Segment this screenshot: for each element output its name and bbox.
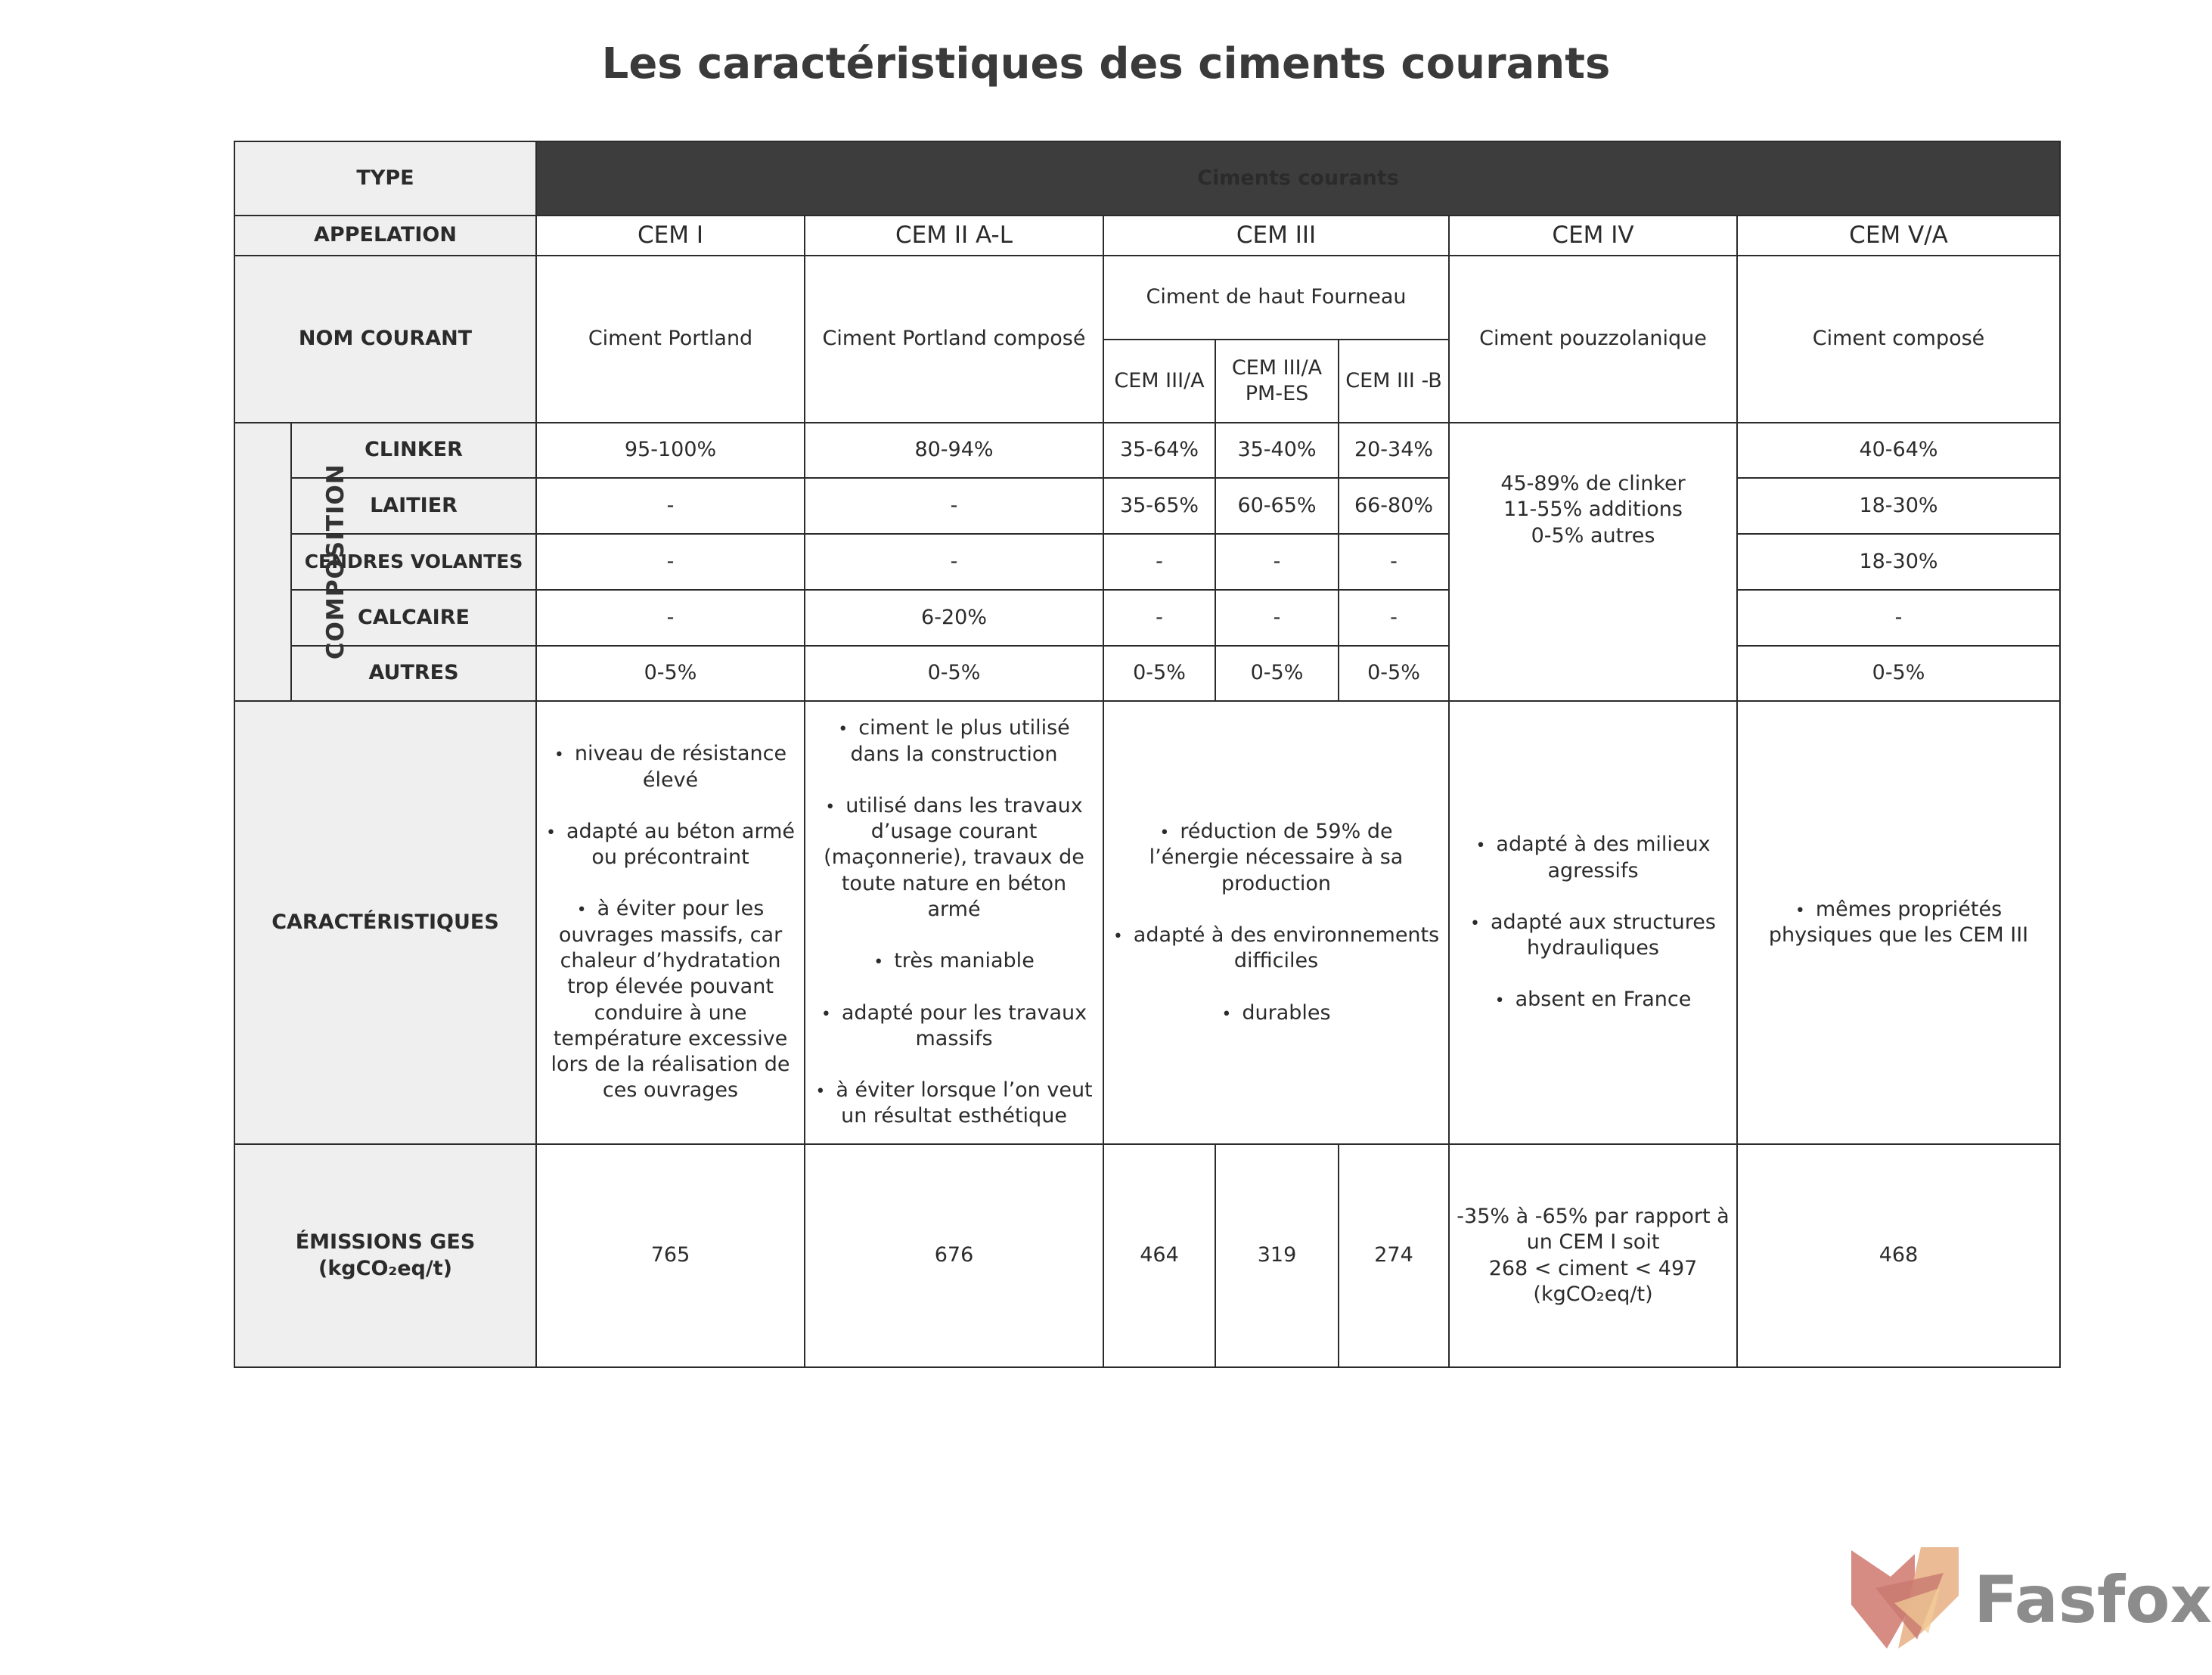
- list-item: • absent en France: [1457, 987, 1729, 1013]
- cendres-cem1: -: [536, 534, 805, 590]
- composition-label: COMPOSITION: [321, 464, 349, 660]
- laitier-row: [234, 478, 2060, 534]
- emissions-label-line2: (kgCO₂eq/t): [318, 1256, 452, 1280]
- cendres-cem2: -: [805, 534, 1103, 590]
- clinker-cem3b: 20-34%: [1339, 423, 1449, 478]
- appelation-cem5: CEM V/A: [1737, 216, 2060, 256]
- nom-cem2: Ciment Portland composé: [805, 256, 1103, 423]
- group-header: Ciments courants: [536, 141, 2060, 216]
- cendres-cem5: 18-30%: [1737, 534, 2060, 590]
- clinker-row: [234, 423, 2060, 478]
- cendres-label: CENDRES VOLANTES: [291, 534, 536, 590]
- caracteristiques-cem4-list: [1453, 832, 1733, 1013]
- autres-cem3pm: 0-5%: [1215, 646, 1339, 701]
- page-title: Les caractéristiques des ciments courants: [601, 39, 1611, 88]
- emissions-row: [234, 1144, 2060, 1367]
- calcaire-row: [234, 590, 2060, 646]
- autres-cem3a: 0-5%: [1103, 646, 1215, 701]
- cendres-cem3a: -: [1103, 534, 1215, 590]
- header-row: [234, 141, 2060, 216]
- emissions-cem5: 468: [1737, 1144, 2060, 1367]
- emissions-cem4: [1449, 1144, 1737, 1367]
- list-item: • durables: [1112, 1000, 1441, 1026]
- caracteristiques-cem1-list: [540, 741, 801, 1103]
- emissions-label: [234, 1144, 536, 1367]
- emissions-label-line1: ÉMISSIONS GES: [295, 1230, 476, 1255]
- brand-name: Fasfox: [1974, 1562, 2212, 1638]
- composition-cem4-line2: 11-55% additions: [1503, 498, 1683, 522]
- calcaire-cem3b: -: [1339, 590, 1449, 646]
- caracteristiques-cem1: [536, 701, 805, 1144]
- emissions-cem4-line1: -35% à -65% par rapport à: [1457, 1204, 1730, 1228]
- laitier-cem5: 18-30%: [1737, 478, 2060, 534]
- list-item: • très maniable: [813, 948, 1095, 974]
- autres-cem5: 0-5%: [1737, 646, 2060, 701]
- list-item: • adapté au béton armé ou précontraint: [544, 819, 796, 871]
- nom-cem1: Ciment Portland: [536, 256, 805, 423]
- appelation-cem3: CEM III: [1103, 216, 1449, 256]
- calcaire-cem3pm: -: [1215, 590, 1339, 646]
- clinker-cem2: 80-94%: [805, 423, 1103, 478]
- appelation-cem4: CEM IV: [1449, 216, 1737, 256]
- composition-cem4: [1449, 423, 1737, 701]
- caracteristiques-cem3: [1103, 701, 1449, 1144]
- calcaire-cem5: -: [1737, 590, 2060, 646]
- list-item: • réduction de 59% de l’énergie nécessaire à sa production: [1112, 819, 1441, 897]
- composition-cem4-line1: 45-89% de clinker: [1500, 472, 1686, 495]
- autres-row: [234, 646, 2060, 701]
- list-item: • à éviter lorsque l’on veut un résultat esthétique: [813, 1078, 1095, 1130]
- cendres-cem3pm: -: [1215, 534, 1339, 590]
- cendres-cem3b: -: [1339, 534, 1449, 590]
- nom-cem3: Ciment de haut Fourneau: [1103, 256, 1449, 340]
- emissions-cem3pm: 319: [1215, 1144, 1339, 1367]
- nom-cem3pm-line2: PM-ES: [1245, 382, 1309, 405]
- composition-label-cell: [234, 423, 349, 701]
- nom-cem3pm: [1215, 340, 1339, 423]
- cement-table: [234, 141, 2061, 1368]
- nom-cem3b: CEM III -B: [1339, 340, 1449, 423]
- appelation-row: [234, 216, 2060, 256]
- nom-cem3pm-line1: CEM III/A: [1231, 355, 1323, 380]
- list-item: • mêmes propriétés physiques que les CEM III: [1745, 897, 2052, 949]
- list-item: • adapté pour les travaux massifs: [813, 1000, 1095, 1053]
- list-item: • ciment le plus utilisé dans la construction: [813, 715, 1095, 768]
- list-item: • utilisé dans les travaux d’usage courant (maçonnerie), travaux de toute nature en béton armé: [813, 793, 1095, 923]
- emissions-cem4-line4: (kgCO₂eq/t): [1533, 1282, 1653, 1306]
- caracteristiques-cem5-list: [1741, 897, 2056, 949]
- laitier-cem3pm: 60-65%: [1215, 478, 1339, 534]
- list-item: • adapté aux structures hydrauliques: [1457, 910, 1729, 962]
- appelation-cem1: CEM I: [536, 216, 805, 256]
- calcaire-label: CALCAIRE: [291, 590, 536, 646]
- appelation-label: APPELATION: [234, 216, 536, 256]
- autres-cem2: 0-5%: [805, 646, 1103, 701]
- calcaire-cem3a: -: [1103, 590, 1215, 646]
- calcaire-cem2: 6-20%: [805, 590, 1103, 646]
- caracteristiques-cem4: [1449, 701, 1737, 1144]
- composition-cem4-line3: 0-5% autres: [1531, 523, 1655, 547]
- nom-courant-row: [234, 256, 2060, 340]
- type-header: TYPE: [234, 141, 536, 216]
- list-item: • adapté à des milieux agressifs: [1457, 832, 1729, 884]
- emissions-cem4-line3: 268 < ciment < 497: [1488, 1256, 1698, 1280]
- autres-cem1: 0-5%: [536, 646, 805, 701]
- emissions-cem3b: 274: [1339, 1144, 1449, 1367]
- clinker-cem5: 40-64%: [1737, 423, 2060, 478]
- nom-courant-label: NOM COURANT: [234, 256, 536, 423]
- list-item: • à éviter pour les ouvrages massifs, car chaleur d’hydratation trop élevée pouvant conduire à une température excessive lors de la réalisation de ces ouvrages: [544, 896, 796, 1103]
- nom-cem3a: CEM III/A: [1103, 340, 1215, 423]
- cendres-row: [234, 534, 2060, 590]
- caracteristiques-cem3-list: [1107, 819, 1445, 1026]
- nom-cem4: Ciment pouzzolanique: [1449, 256, 1737, 423]
- caracteristiques-cem2: [805, 701, 1103, 1144]
- calcaire-cem1: -: [536, 590, 805, 646]
- clinker-cem3pm: 35-40%: [1215, 423, 1339, 478]
- caracteristiques-cem2-list: [808, 715, 1100, 1129]
- laitier-cem3b: 66-80%: [1339, 478, 1449, 534]
- autres-label: AUTRES: [291, 646, 536, 701]
- list-item: • niveau de résistance élevé: [544, 741, 796, 793]
- nom-cem5: Ciment composé: [1737, 256, 2060, 423]
- clinker-cem1: 95-100%: [536, 423, 805, 478]
- laitier-cem3a: 35-65%: [1103, 478, 1215, 534]
- laitier-label: LAITIER: [291, 478, 536, 534]
- emissions-cem4-line2: un CEM I soit: [1526, 1230, 1660, 1255]
- list-item: • adapté à des environnements difficiles: [1112, 923, 1441, 975]
- autres-cem3b: 0-5%: [1339, 646, 1449, 701]
- laitier-cem2: -: [805, 478, 1103, 534]
- caracteristiques-cem5: [1737, 701, 2060, 1144]
- caracteristiques-label: CARACTÉRISTIQUES: [234, 701, 536, 1144]
- emissions-cem3a: 464: [1103, 1144, 1215, 1367]
- clinker-label: CLINKER: [291, 423, 536, 478]
- laitier-cem1: -: [536, 478, 805, 534]
- clinker-cem3a: 35-64%: [1103, 423, 1215, 478]
- emissions-cem2: 676: [805, 1144, 1103, 1367]
- appelation-cem2: CEM II A-L: [805, 216, 1103, 256]
- emissions-cem1: 765: [536, 1144, 805, 1367]
- caracteristiques-row: [234, 701, 2060, 1144]
